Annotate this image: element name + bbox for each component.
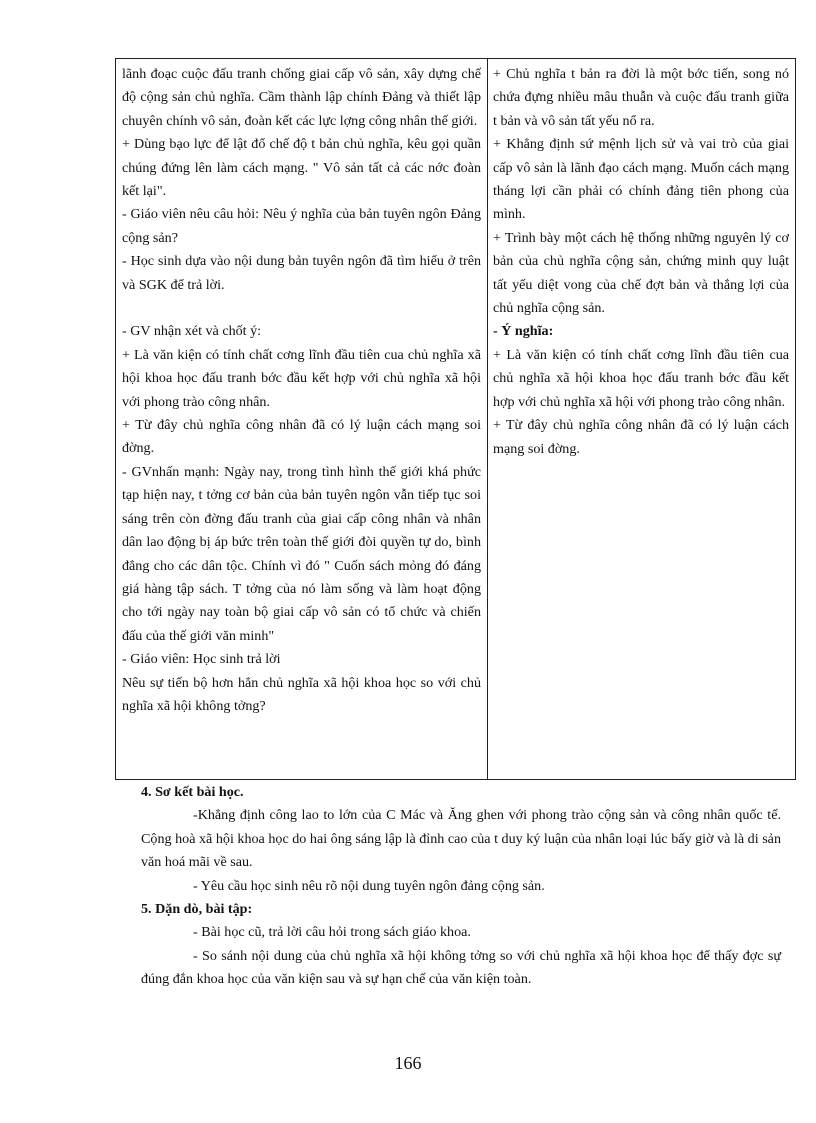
left-paragraph: Nêu sự tiến bộ hơn hẳn chủ nghĩa xã hội khoa học so với chủ nghĩa xã hội không tởng?	[122, 674, 481, 714]
right-paragraph: + Chủ nghĩa t bản ra đời là một bớc tiến, song nó chứa đựng nhiều mâu thuẫn và cuộc đấu tranh giữa t bản và vô sản tất yếu nổ ra.	[493, 66, 789, 129]
knowledge-content-column	[488, 59, 795, 779]
left-paragraph: - Giáo viên: Học sinh trả lời	[122, 651, 281, 668]
page-number: 166	[394, 1053, 422, 1073]
significance-heading: - Ý nghĩa:	[493, 323, 554, 340]
left-paragraph: - GV nhận xét và chốt ý:	[122, 323, 262, 340]
right-paragraph: + Khẳng định sứ mệnh lịch sử và vai trò của giai cấp vô sản là lãnh đạo cách mạng. Muốn cách mạng tháng lợi cần phải có chính đảng tiên phong của mình.	[493, 136, 789, 223]
right-paragraph: + Là văn kiện có tính chất cơng lĩnh đầu tiên cua chủ nghĩa xã hội khoa học đấu tranh bớc đầu kết hợp với chủ nghĩa xã hội với phong trào công nhân.	[493, 346, 789, 410]
left-paragraph: lãnh đoạc cuộc đấu tranh chống giai cấp vô sản, xây dựng chế độ cộng sản chủ nghĩa. Cầm thành lập chính Đảng và thiết lập chuyên chính vô sản, đoàn kết các lực lợng công nhân thế giới.	[122, 66, 481, 129]
section-heading: 4. Sơ kết bài học.	[141, 784, 244, 800]
left-paragraph: - Giáo viên nêu câu hỏi: Nêu ý nghĩa của bản tuyên ngôn Đảng cộng sản?	[122, 206, 481, 246]
summary-section	[141, 781, 781, 898]
lesson-table	[115, 58, 796, 780]
left-paragraph: + Là văn kiện có tính chất cơng lĩnh đầu tiên cua chủ nghĩa xã hội khoa học đấu tranh bớc đầu kết hợp với chủ nghĩa xã hội với phong trào công nhân.	[122, 346, 481, 410]
left-paragraph: + Dùng bạo lực để lật đổ chế độ t bản chủ nghĩa, kêu gọi quần chúng đứng lên làm cách mạng. " Vô sản tất cả các nớc đoàn kết lại".	[122, 136, 481, 200]
left-paragraph: - GVnhấn mạnh: Ngày nay, trong tình hình thế giới khá phức tạp hiện nay, t tởng cơ bản của bản tuyên ngôn vẫn tiếp tục soi sáng trên còn đờng đấu tranh của giai cấp công nhân và nhân dân lao động bị áp bức trên toàn thế giới đòi quyền tự do, bình đẳng cho các dân tộc. Chính vì đó " Cuốn sách mỏng đó đáng giá hàng tập sách. T tởng của nó làm sống và làm hoạt động cho tới ngày nay toàn bộ giai cấp vô sản có tổ chức và chiến đấu của thế giới văn minh"	[122, 463, 481, 644]
left-paragraph: + Từ đây chủ nghĩa công nhân đã có lý luận cách mạng soi đờng.	[122, 417, 481, 457]
homework-paragraph: - So sánh nội dung của chủ nghĩa xã hội không tởng so với chủ nghĩa xã hội khoa học để thấy đợc sự đúng đắn khoa học của văn kiện sau và sự hạn chế của văn kiện toàn.	[141, 947, 781, 988]
summary-paragraph: -Khẳng định công lao to lớn của C Mác và Ăng ghen với phong trào cộng sản và công nhân quốc tế. Cộng hoà xã hội khoa học do hai ông sáng lập là đỉnh cao của t duy ký luận của nhân loại lúc bấy giờ và là di sản văn hoá mãi về sau.	[141, 807, 781, 871]
right-paragraph: + Từ đây chủ nghĩa công nhân đã có lý luận cách mạng soi đờng.	[493, 417, 789, 457]
right-paragraph: + Trình bày một cách hệ thống những nguyên lý cơ bản của chủ nghĩa cộng sản, chứng minh quy luật tất yếu diệt vong của chế đợt bản và thắng lợi của chủ nghĩa cộng sản.	[493, 229, 789, 317]
section-heading: 5. Dặn dò, bài tập:	[141, 901, 253, 917]
homework-section	[141, 898, 781, 992]
left-paragraph: - Học sinh dựa vào nội dung bản tuyên ngôn đã tìm hiểu ở trên và SGK để trả lời.	[122, 253, 481, 293]
teacher-student-activities-column	[116, 59, 488, 779]
summary-paragraph: - Yêu cầu học sinh nêu rõ nội dung tuyên ngôn đảng cộng sản.	[193, 877, 545, 894]
homework-paragraph: - Bài học cũ, trả lời câu hỏi trong sách giáo khoa.	[193, 924, 471, 941]
